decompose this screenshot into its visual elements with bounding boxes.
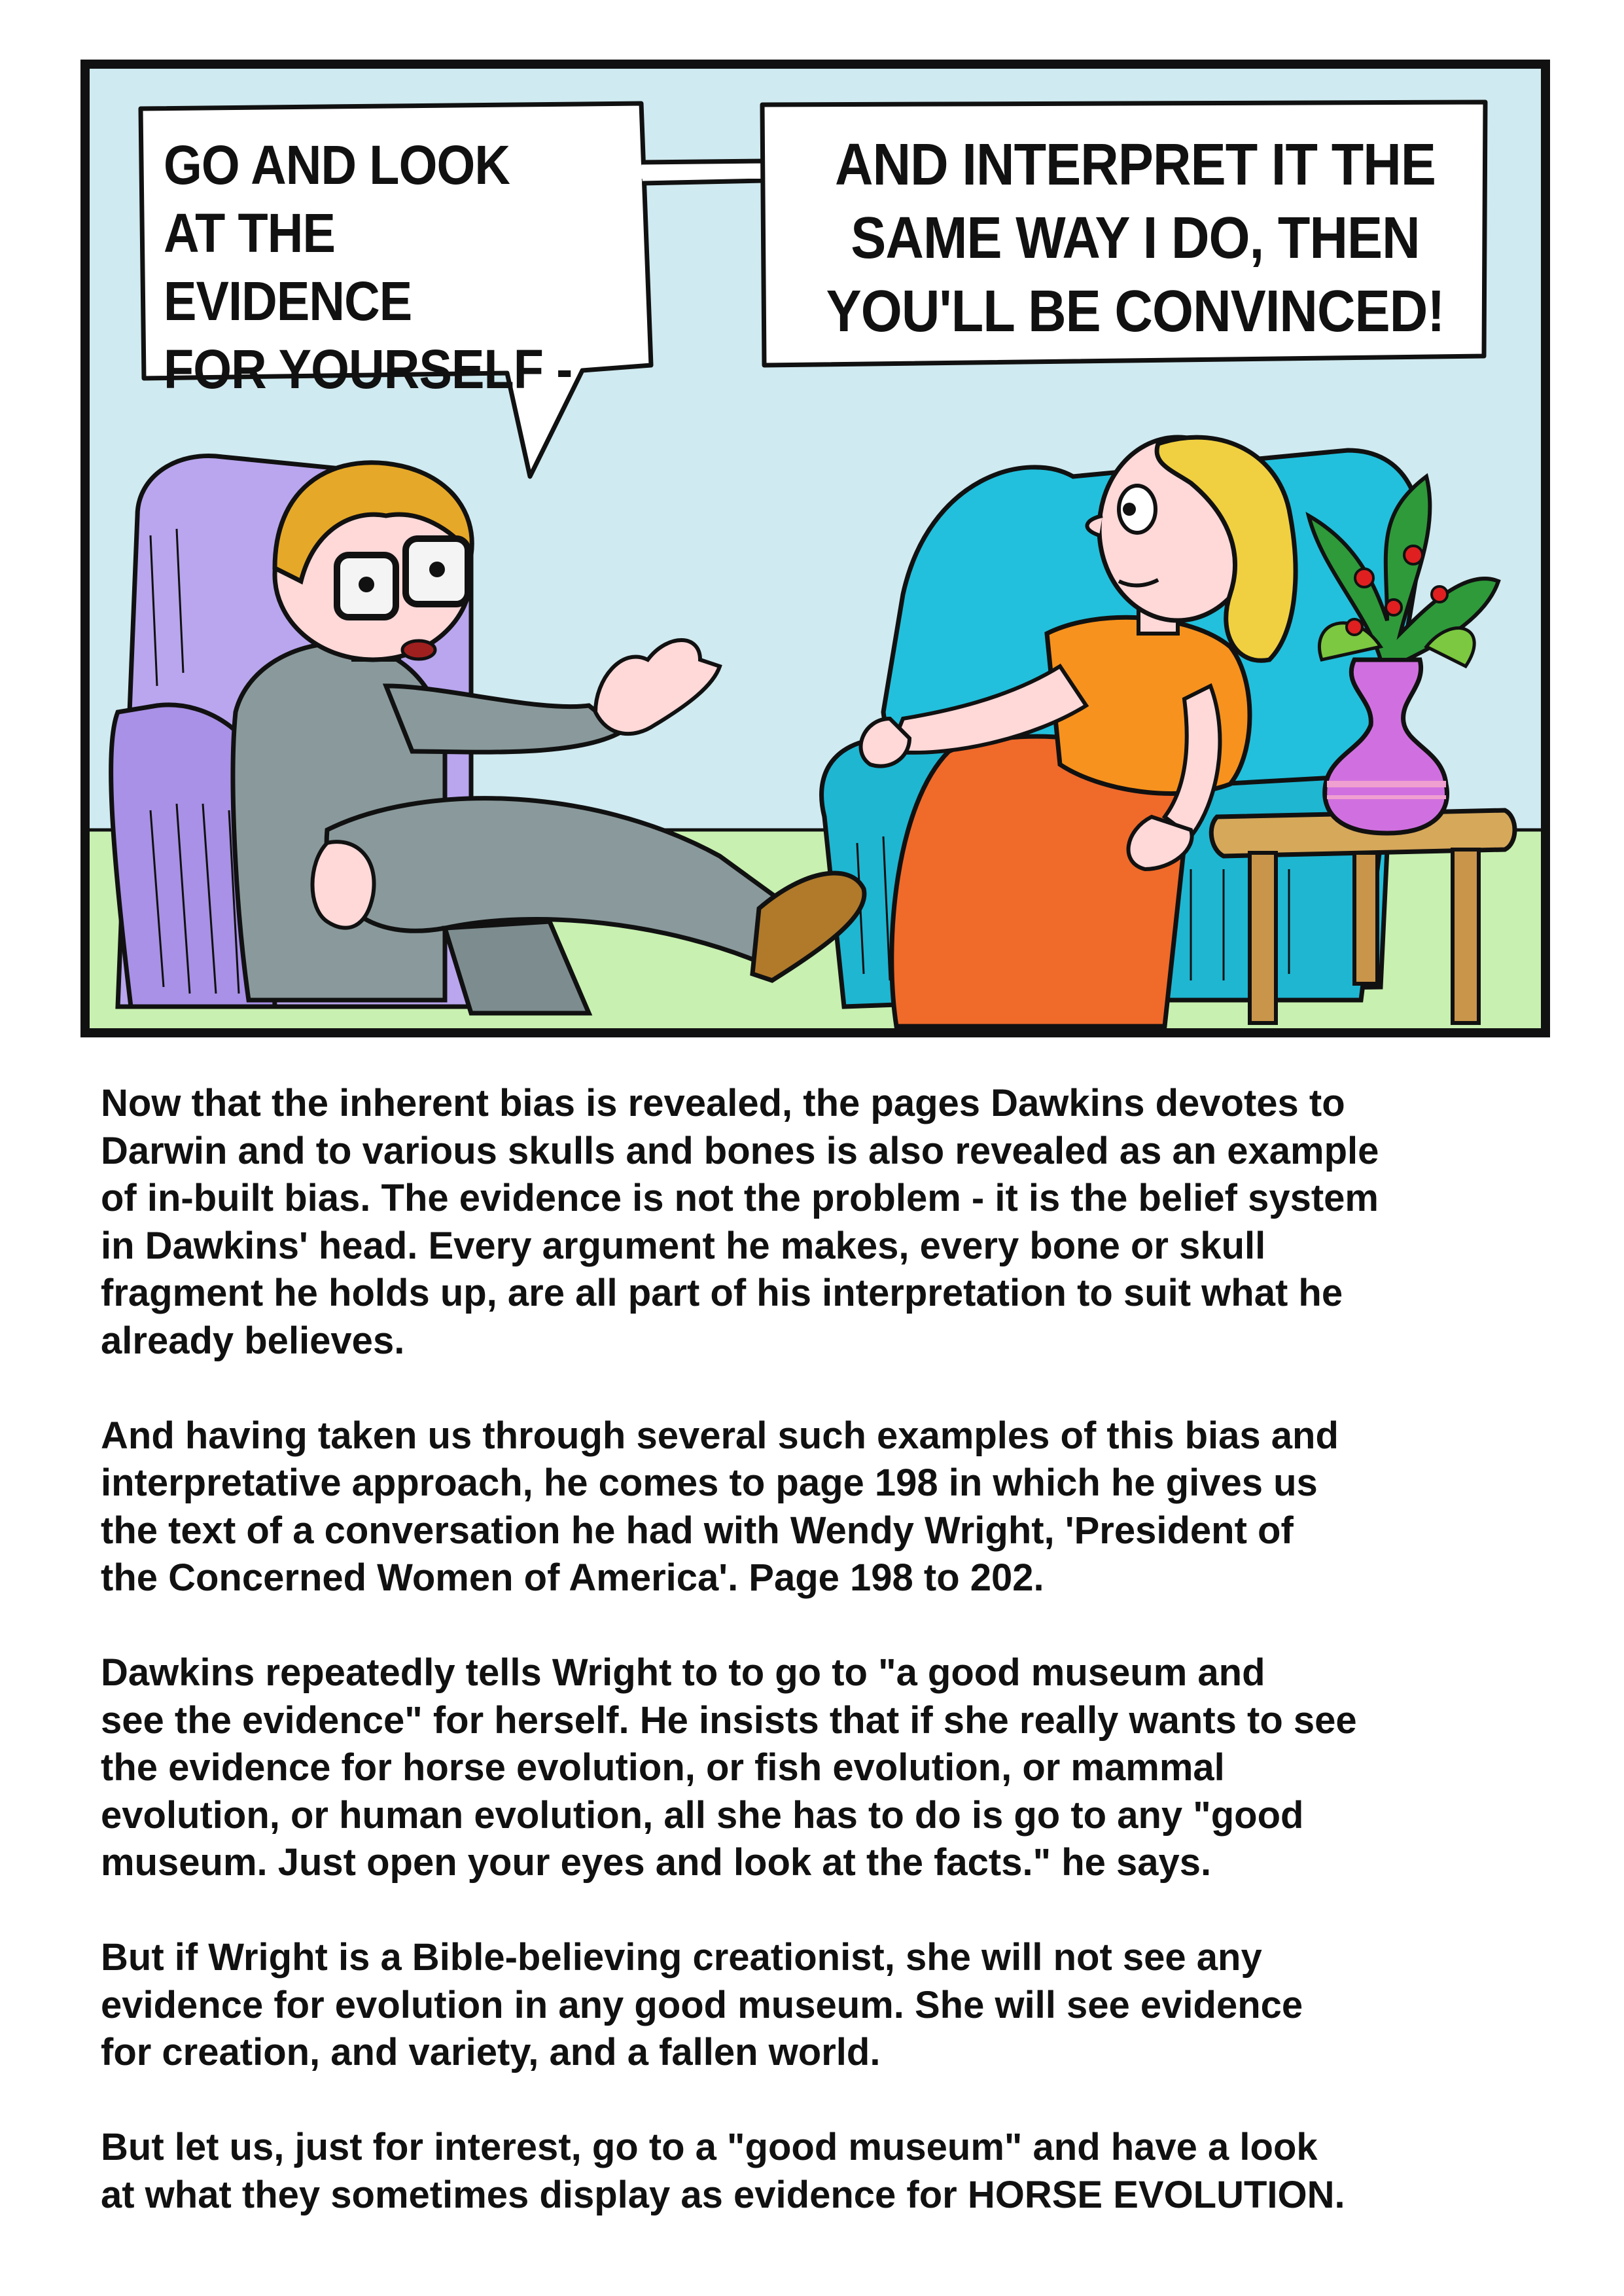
paragraph-2: And having taken us through several such examples of this bias and interpretative approach, he comes to page 198 in which he gives us the text of a conversation he had with Wendy Wright, 'President of the Concerned Women of America'. Page 198 to 202.	[101, 1414, 1339, 1599]
paragraph-4: But if Wright is a Bible-believing creationist, she will not see any evidence for evolution in any good museum. She will see evidence for creation, and variety, and a fallen world.	[101, 1936, 1303, 2073]
article-body	[101, 1080, 1527, 2267]
speech-text-left: GO AND LOOK AT THE EVIDENCE FOR YOURSELF -	[164, 134, 573, 400]
bubble-connector	[640, 161, 768, 183]
speech-text-right: AND INTERPRET IT THE SAME WAY I DO, THEN YOU'LL BE CONVINCED!	[826, 132, 1445, 344]
paragraph-1: Now that the inherent bias is revealed, the pages Dawkins devotes to Darwin and to various skulls and bones is also revealed as an example of in-built bias. The evidence is not the problem - it is the belief system in Dawkins' head. Every argument he makes, every bone or skull fragment he holds up, are all part of his interpretation to suit what he already believes.	[101, 1082, 1379, 1362]
paragraph-3: Dawkins repeatedly tells Wright to to go to "a good museum and see the evidence" for herself. He insists that if she really wants to see the evidence for horse evolution, or fish evolution, or mammal evolution, or human evolution, all she has to do is go to any "good museum. Just open your eyes and look at the facts." he says.	[101, 1651, 1357, 1884]
paragraph-5: But let us, just for interest, go to a "good museum" and have a look at what they sometimes display as evidence for HORSE EVOLUTION.	[101, 2126, 1345, 2216]
cartoon-panel	[79, 58, 1552, 1039]
